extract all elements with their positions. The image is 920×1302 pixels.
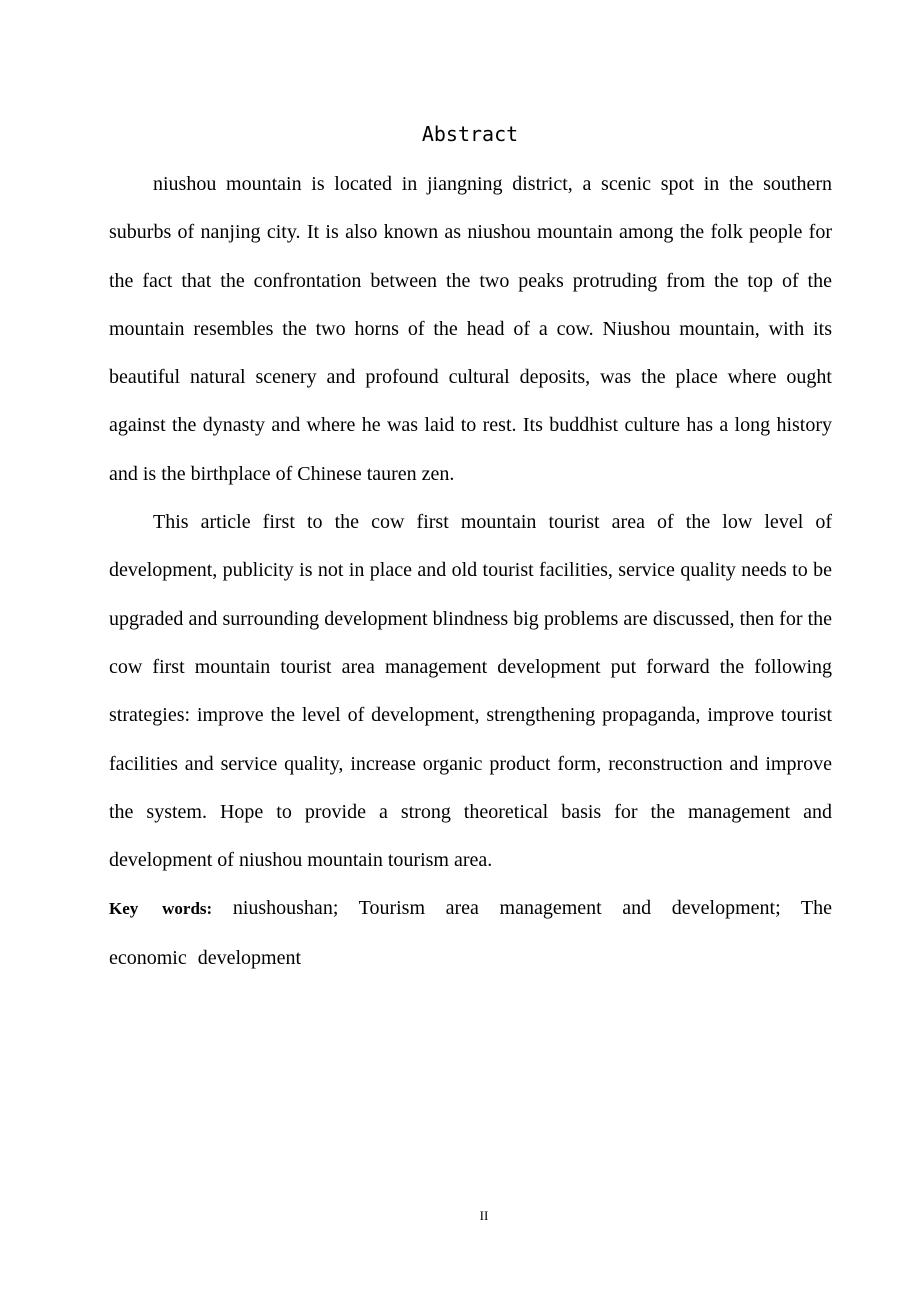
keywords-line xyxy=(109,884,832,982)
abstract-paragraph-1: niushou mountain is located in jiangning district, a scenic spot in the southern suburbs of nanjing city. It is also known as niushou mountain among the folk people for the fact that the confrontation between the two peaks protruding from the top of the mountain resembles the two horns of the head of a cow. Niushou mountain, with its beautiful natural scenery and profound cultural deposits, was the place where ought against the dynasty and where he was laid to rest. Its buddhist culture has a long history and is the birthplace of Chinese tauren zen. xyxy=(109,173,832,485)
abstract-title: Abstract xyxy=(421,122,519,146)
abstract-paragraph-2: This article first to the cow first mountain tourist area of the low level of development, publicity is not in place and old tourist facilities, service quality needs to be upgraded and surrounding development blindness big problems are discussed, then for the cow first mountain tourist area management development put forward the following strategies: improve the level of development, strengthening propaganda, improve tourist facilities and service quality, increase organic product form, reconstruction and improve the system. Hope to provide a strong theoretical basis for the management and development of niushou mountain tourism area. xyxy=(109,511,832,872)
keywords-label: Key words: xyxy=(109,899,213,919)
abstract-body xyxy=(109,160,832,982)
keywords-text: niushoushan; Tourism area management and development; The economic development xyxy=(109,897,832,969)
page-number: II xyxy=(479,1208,489,1223)
